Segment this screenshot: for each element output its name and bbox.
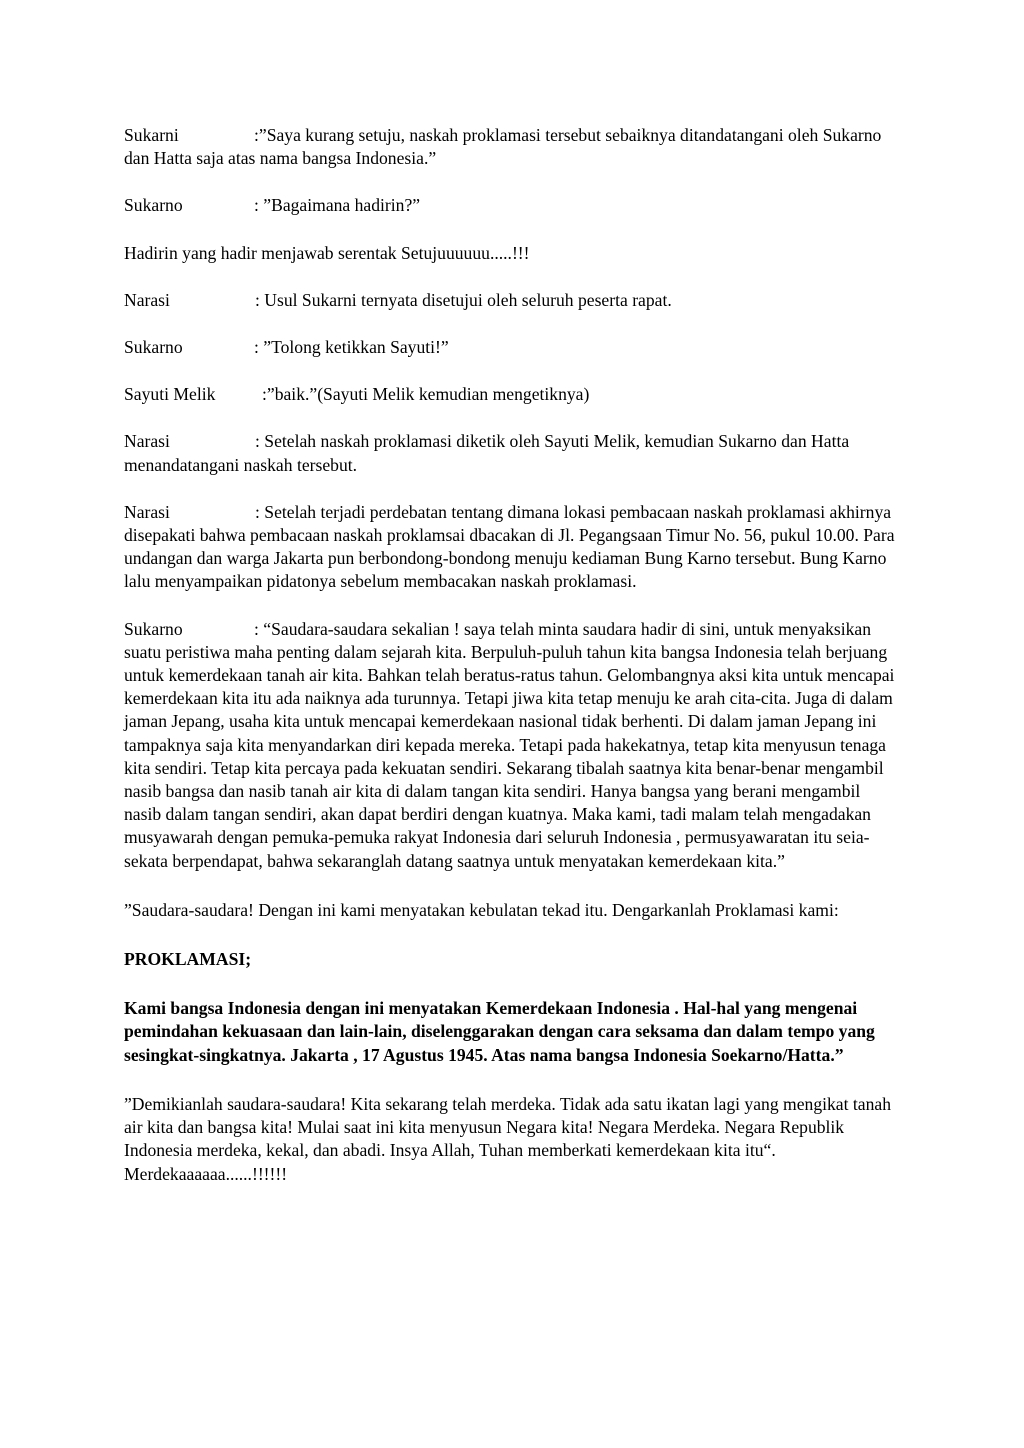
speaker-label: Sukarno — [124, 195, 183, 216]
narration-2 — [124, 430, 900, 476]
dialogue-text: :”baik.”(Sayuti Melik kemudian mengetiknya) — [262, 384, 590, 405]
speech-continuation — [124, 899, 900, 922]
dialogue-sukarno-2 — [124, 336, 900, 359]
dialogue-text: Hadirin yang hadir menjawab serentak Setujuuuuuu.....!!! — [124, 242, 530, 263]
dialogue-text: : Setelah naskah proklamasi diketik oleh Sayuti Melik, kemudian Sukarno dan Hatta menandatangani naskah tersebut. — [124, 431, 850, 475]
speaker-label: Sayuti Melik — [124, 384, 216, 405]
dialogue-sukarni-1 — [124, 124, 900, 170]
speaker-label: Sukarno — [124, 618, 183, 639]
speaker-label: Sukarni — [124, 125, 179, 145]
dialogue-text: :”Saya kurang setuju, naskah proklamasi tersebut sebaiknya ditandatangani oleh Sukarno dan Hatta saja atas nama bangsa Indonesia.” — [124, 125, 882, 169]
dialogue-text: : Usul Sukarni ternyata disetujui oleh seluruh peserta rapat. — [255, 289, 672, 310]
speaker-label: Narasi — [124, 289, 170, 310]
proclamation-text: Kami bangsa Indonesia dengan ini menyatakan Kemerdekaan Indonesia . Hal-hal yang mengenai pemindahan kekuasaan dan lain-lain, diselenggarakan dengan cara seksama dan dalam tempo yang sesingkat-singkatnya. Jakarta , 17 Agustus 1945. Atas nama bangsa Indonesia Soekarno/Hatta.” — [124, 998, 875, 1065]
dialogue-text: ”Saudara-saudara! Dengan ini kami menyatakan kebulatan tekad itu. Dengarkanlah Proklamasi kami: — [124, 899, 839, 920]
dialogue-text: : Setelah terjadi perdebatan tentang dimana lokasi pembacaan naskah proklamasi akhirnya disepakati bahwa pembacaan naskah proklamsai dbacakan di Jl. Pegangsaan Timur No. 56, pukul 10.00. Para undangan dan warga Jakarta pun berbondong-bondong menuju kediaman Bung Karno tersebut. Bung Karno lalu menyampaikan pidatonya sebelum membacakan naskah proklamasi. — [124, 501, 895, 592]
proclamation-heading: PROKLAMASI; — [124, 949, 252, 970]
dialogue-sukarno-1 — [124, 194, 900, 217]
closing-paragraph: ”Demikianlah saudara-saudara! Kita sekarang telah merdeka. Tidak ada satu ikatan lagi yang mengikat tanah air kita dan bangsa kita! Mulai saat ini kita menyusun Negara kita! Negara Merdeka. Negara Republik Indonesia merdeka, kekal, dan abadi. Insya Allah, Tuhan memberkati kemerdekaan kita itu“. Merdekaaaaaa......!!!!!! — [124, 1093, 891, 1184]
dialogue-text: : ”Tolong ketikkan Sayuti!” — [254, 337, 449, 358]
narration-3 — [124, 501, 900, 594]
narration-1 — [124, 289, 900, 312]
dialogue-text: : ”Bagaimana hadirin?” — [254, 195, 421, 216]
dialogue-sayuti — [124, 383, 900, 406]
speaker-label: Narasi — [124, 431, 170, 452]
speech-sukarno — [124, 618, 900, 873]
document-page — [124, 124, 900, 1186]
speaker-label: Narasi — [124, 501, 170, 522]
speech-text: : “Saudara-saudara sekalian ! saya telah minta saudara hadir di sini, untuk menyaksikan suatu peristiwa maha penting dalam sejarah kita. Berpuluh-puluh tahun kita bangsa Indonesia telah berjuang untuk kemerdekaan tanah air kita. Bahkan telah beratus-ratus tahun. Gelombangnya aksi kita untuk mencapai kemerdekaan kita itu ada naiknya ada turunnya. Tetapi jiwa kita tetap menuju ke arah cita-cita. Juga di dalam jaman Jepang, usaha kita untuk mencapai kemerdekaan nasional tidak berhenti. Di dalam jaman Jepang ini tampaknya saja kita menyandarkan diri kepada mereka. Tetapi pada hakekatnya, tetap kita menyusun tenaga kita sendiri. Tetap kita percaya pada kekuatan sendiri. Sekarang tibalah saatnya kita benar-benar mengambil nasib bangsa dan nasib tanah air kita di dalam tangan kita sendiri. Hanya bangsa yang berani mengambil nasib dalam tangan sendiri, akan dapat berdiri dengan kuatnya. Maka kami, tadi malam telah mengadakan musyawarah dengan pemuka-pemuka rakyat Indonesia dari seluruh Indonesia , permusyawaratan itu seia-sekata berpendapat, bahwa sekaranglah datang saatnya untuk menyatakan kemerdekaan kita.” — [124, 618, 895, 871]
audience-response — [124, 242, 900, 265]
speaker-label: Sukarno — [124, 337, 183, 358]
